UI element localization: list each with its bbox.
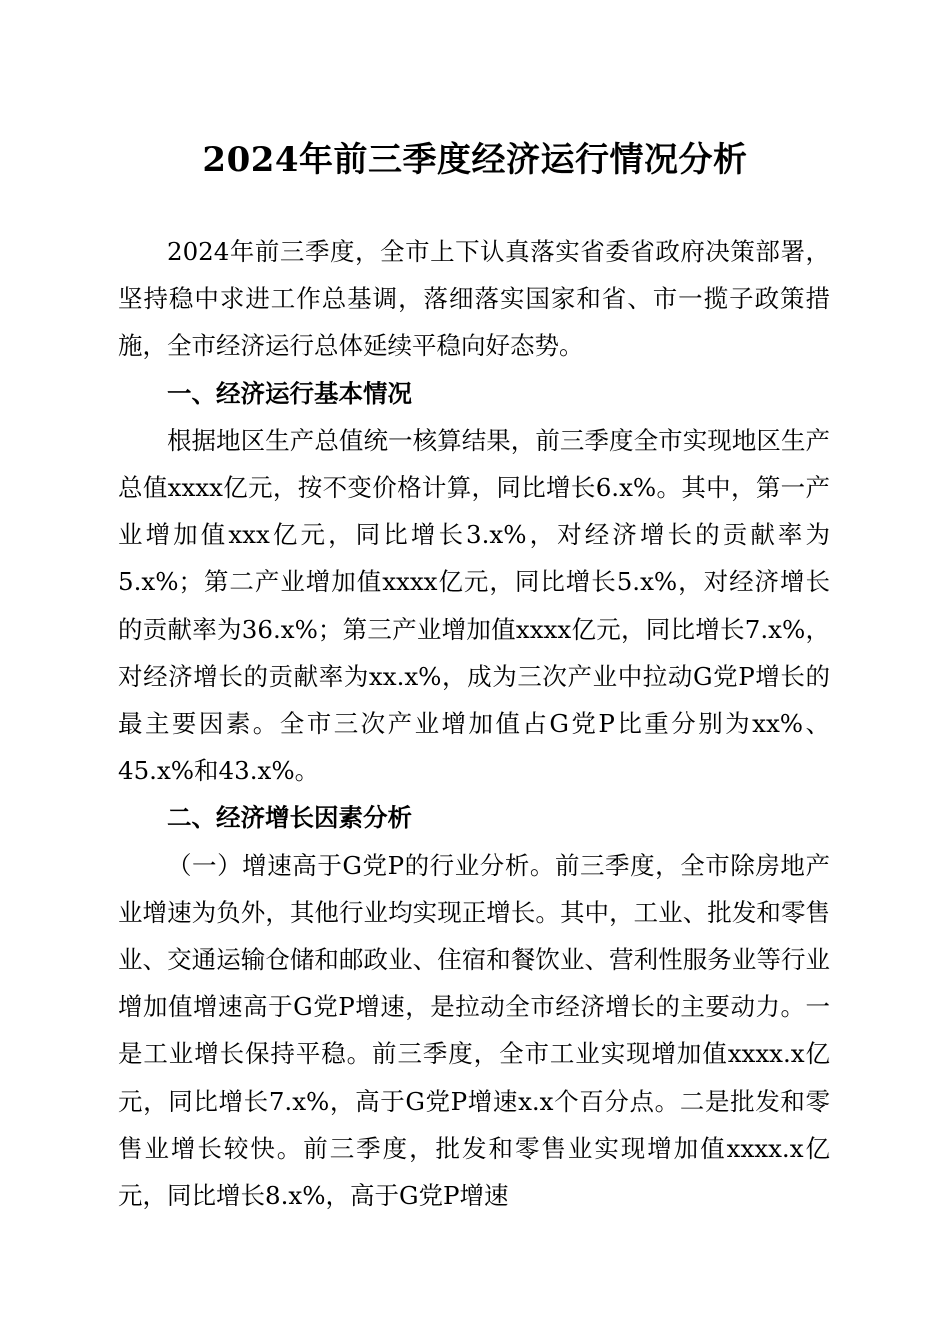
document-body [118, 228, 830, 1219]
document-title: 2024年前三季度经济运行情况分析 [202, 140, 748, 180]
section-heading-growth-factors: 二、经济增长因素分析 [167, 803, 412, 833]
intro-paragraph: 2024年前三季度，全市上下认真落实省委省政府决策部署，坚持稳中求进工作总基调，落细落实国家和省、市一揽子政策措施，全市经济运行总体延续平稳向好态势。 [118, 237, 830, 361]
section-heading-basic-situation: 一、经济运行基本情况 [167, 378, 412, 408]
industry-analysis-paragraph: （一）增速高于G党P的行业分析。前三季度，全市除房地产业增速为负外，其他行业均实现正增长。其中，工业、批发和零售业、交通运输仓储和邮政业、住宿和餐饮业、营利性服务业等行业增加值增速高于G党P增速，是拉动全市经济增长的主要动力。一是工业增长保持平稳。前三季度，全市工业实现增加值xxxx.x亿元，同比增长7.x%，高于G党P增速x.x个百分点。二是批发和零售业增长较快。前三季度，批发和零售业实现增加值xxxx.x亿元，同比增长8.x%，高于G党P增速 [118, 850, 830, 1211]
gdp-paragraph: 根据地区生产总值统一核算结果，前三季度全市实现地区生产总值xxxx亿元，按不变价格计算，同比增长6.x%。其中，第一产业增加值xxx亿元，同比增长3.x%，对经济增长的贡献率为5.x%；第二产业增加值xxxx亿元，同比增长5.x%，对经济增长的贡献率为36.x%；第三产业增加值xxxx亿元，同比增长7.x%，对经济增长的贡献率为xx.x%，成为三次产业中拉动G党P增长的最主要因素。全市三次产业增加值占G党P比重分别为xx%、45.x%和43.x%。 [118, 425, 830, 786]
